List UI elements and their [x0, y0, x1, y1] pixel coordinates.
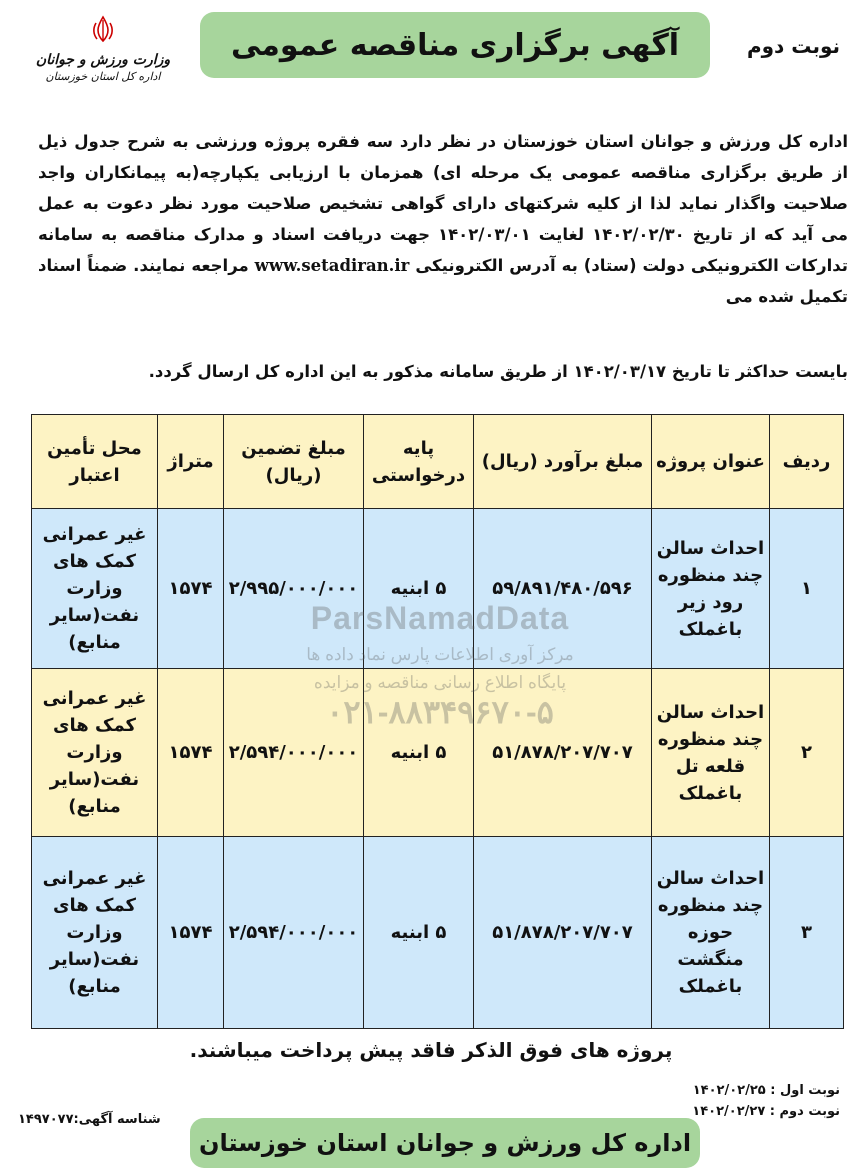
intro-paragraph [38, 126, 848, 312]
cell-funding: غیر عمرانی کمک های وزارت نفت(سایر منابع) [32, 669, 158, 837]
cell-estimate: ۵۱/۸۷۸/۲۰۷/۷۰۷ [474, 669, 652, 837]
first-round-date: نوبت اول : ۱۴۰۲/۰۲/۲۵ [692, 1083, 840, 1098]
cell-row-number: ۳ [770, 837, 844, 1029]
publication-dates [692, 1080, 840, 1122]
footer-text: اداره کل ورزش و جوانان استان خوزستان [198, 1129, 692, 1157]
cell-grade: ۵ ابنیه [364, 837, 474, 1029]
cell-grade: ۵ ابنیه [364, 509, 474, 669]
page-title: آگهی برگزاری مناقصه عمومی [230, 27, 680, 63]
cell-guarantee: ۲/۵۹۴/۰۰۰/۰۰۰ [224, 837, 364, 1029]
title-banner [200, 12, 710, 78]
cell-guarantee: ۲/۵۹۴/۰۰۰/۰۰۰ [224, 669, 364, 837]
cell-row-number: ۱ [770, 509, 844, 669]
watermark-line1: مرکز آوری اطلاعات پارس نماد داده ها [306, 645, 574, 664]
cell-area: ۱۵۷۴ [158, 669, 224, 837]
cell-project: احداث سالن چند منظوره رود زیر باغملک [652, 509, 770, 669]
website-link[interactable]: www.setadiran.ir [254, 256, 410, 275]
cell-project: احداث سالن چند منظوره قلعه تل باغملک [652, 669, 770, 837]
cell-project: احداث سالن چند منظوره حوزه منگشت باغملک [652, 837, 770, 1029]
watermark-line2: پایگاه اطلاع رسانی مناقصه و مزایده [313, 673, 567, 692]
table-row [32, 837, 844, 1029]
table-row [32, 509, 844, 669]
cell-estimate: ۵۱/۸۷۸/۲۰۷/۷۰۷ [474, 837, 652, 1029]
ministry-logo [28, 14, 178, 104]
cell-estimate: ۵۹/۸۹۱/۴۸۰/۵۹۶ [474, 509, 652, 669]
iran-emblem-icon [88, 14, 118, 44]
cell-area: ۱۵۷۴ [158, 509, 224, 669]
footer-banner [190, 1118, 700, 1168]
header-funding: محل تأمین اعتبار [32, 415, 158, 509]
ad-id: شناسه آگهی:۱۴۹۷۰۷۷ [18, 1112, 161, 1127]
deadline-line: بایست حداکثر تا تاریخ ۱۴۰۲/۰۳/۱۷ از طریق سامانه مذکور به این اداره کل ارسال گردد. [148, 362, 848, 381]
intro-text-before: اداره کل ورزش و جوانان استان خوزستان در نظر دارد سه فقره پروژه ورزشی به شرح جدول ذیل از طریق برگزاری مناقصه عمومی یک مرحله ای) همزمان با ارزیابی یکپارچه(به پیمانکاران واجد صلاحیت واگذار نماید لذا از کلیه شرکتهای دارای گواهی تشخیص صلاحیت مورد نظر دعوت به عمل می آید که از تاریخ ۱۴۰۲/۰۲/۳۰ لغایت ۱۴۰۲/۰۳/۰۱ جهت دریافت اسناد و مدارک مناقصه به سامانه تدارکات الکترونیکی دولت (ستاد) به آدرس الکترونیکی [38, 132, 849, 275]
logo-office-text: اداره کل استان خوزستان [45, 70, 161, 83]
header-row-number: ردیف [770, 415, 844, 509]
watermark-brand: ParsNamadData [310, 600, 570, 636]
watermark-phone: ۰۲۱-۸۸۳۴۹۶۷۰-۵ [326, 694, 554, 730]
cell-funding: غیر عمرانی کمک های وزارت نفت(سایر منابع) [32, 509, 158, 669]
header-guarantee: مبلغ تضمین (ریال) [224, 415, 364, 509]
header-area: متراژ [158, 415, 224, 509]
cell-grade: ۵ ابنیه [364, 669, 474, 837]
cell-area: ۱۵۷۴ [158, 837, 224, 1029]
second-round-date: نوبت دوم : ۱۴۰۲/۰۲/۲۷ [692, 1104, 840, 1119]
cell-row-number: ۲ [770, 669, 844, 837]
round-label: نوبت دوم [746, 34, 840, 58]
table-header-row [32, 415, 844, 509]
header-project: عنوان پروژه [652, 415, 770, 509]
cell-funding: غیر عمرانی کمک های وزارت نفت(سایر منابع) [32, 837, 158, 1029]
projects-table [32, 414, 844, 1028]
intro-text-after: مراجعه نمایند. ضمناً اسناد تکمیل شده می [38, 256, 848, 306]
header-estimate: مبلغ برآورد (ریال) [474, 415, 652, 509]
table-row [32, 669, 844, 837]
header [0, 0, 862, 118]
cell-guarantee: ۲/۹۹۵/۰۰۰/۰۰۰ [224, 509, 364, 669]
logo-ministry-text: وزارت ورزش و جوانان [35, 52, 171, 68]
prepayment-note: پروژه های فوق الذکر فاقد پیش پرداخت میباشند. [189, 1038, 673, 1062]
header-grade: پایه درخواستی [364, 415, 474, 509]
